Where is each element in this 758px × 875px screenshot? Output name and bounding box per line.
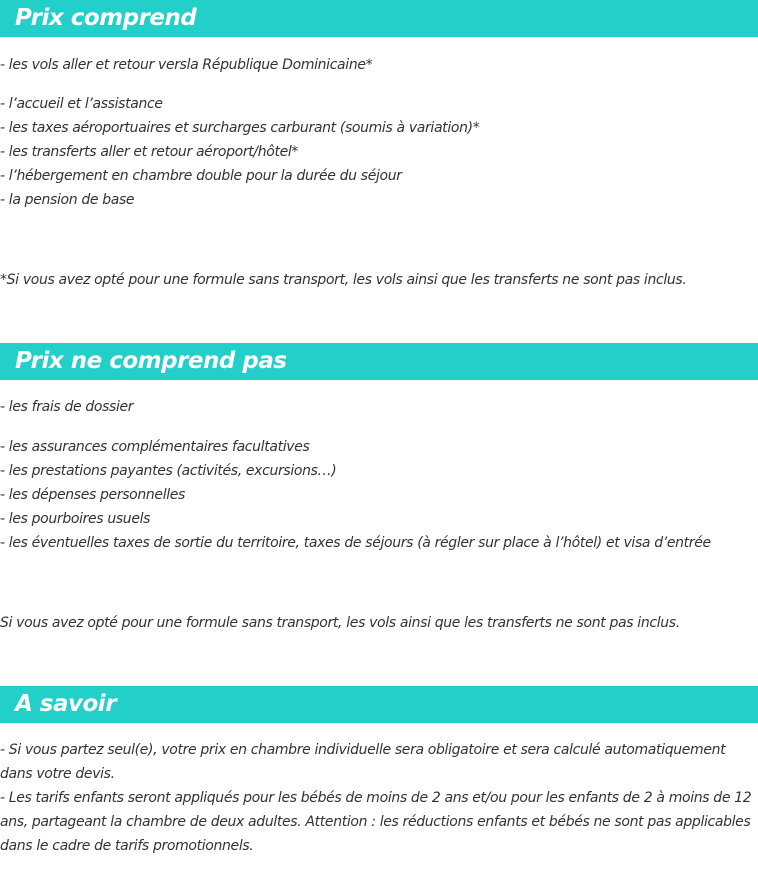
list-item: - les prestations payantes (activités, excursions…) <box>0 463 337 479</box>
included-list <box>0 92 758 212</box>
list-item: - la pension de base <box>0 192 135 208</box>
list-item: - les dépenses personnelles <box>0 487 185 503</box>
list-item: - l’hébergement en chambre double pour la durée du séjour <box>0 168 402 184</box>
footnote: Si vous avez opté pour une formule sans transport, les vols ainsi que les transferts ne sont pas inclus. <box>0 615 680 631</box>
list-item: - les éventuelles taxes de sortie du territoire, taxes de séjours (à régler sur place à l’hôtel) et visa d’entrée <box>0 535 711 551</box>
list-item: - les taxes aéroportuaires et surcharges carburant (soumis à variation)* <box>0 120 480 136</box>
footnote: *Si vous avez opté pour une formule sans transport, les vols ainsi que les transferts ne sont pas inclus. <box>0 272 687 288</box>
section-title-prix-ne-comprend-pas: Prix ne comprend pas <box>0 343 758 380</box>
list-item: - les frais de dossier <box>0 399 134 415</box>
list-item: - les vols aller et retour versla République Dominicaine* <box>0 57 373 73</box>
section-title-a-savoir: A savoir <box>0 686 758 723</box>
list-item: - les assurances complémentaires facultatives <box>0 439 310 455</box>
info-paragraph: - Si vous partez seul(e), votre prix en chambre individuelle sera obligatoire et sera calculé automatiquement dans votre devis. <box>0 742 726 782</box>
list-item: - les pourboires usuels <box>0 511 151 527</box>
info-paragraph: - Les tarifs enfants seront appliqués pour les bébés de moins de 2 ans et/ou pour les enfants de 2 à moins de 12 ans, partageant la chambre de deux adultes. Attention : les réductions enfants et bébés ne sont pas applicables dans le cadre de tarifs promotionnels. <box>0 790 752 854</box>
section-title-prix-comprend: Prix comprend <box>0 0 758 37</box>
list-item: - les transferts aller et retour aéroport/hôtel* <box>0 144 299 160</box>
list-item: - l’accueil et l’assistance <box>0 96 163 112</box>
excluded-list <box>0 435 758 555</box>
